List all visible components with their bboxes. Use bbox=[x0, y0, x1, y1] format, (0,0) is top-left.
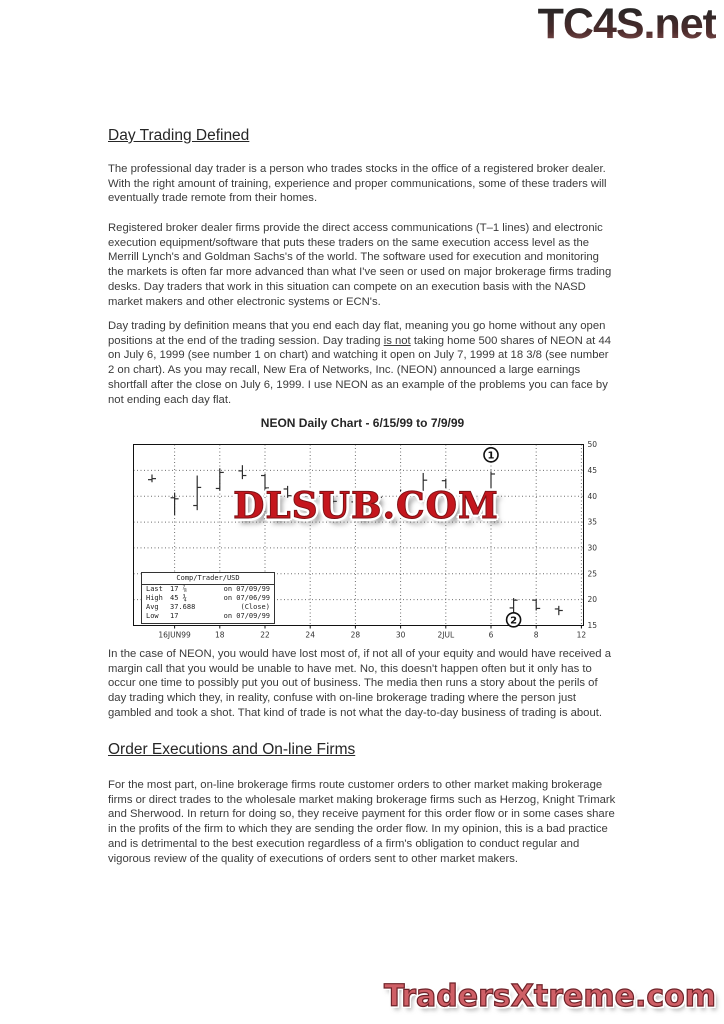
legend-value: 45 ¾ bbox=[170, 594, 187, 602]
paragraph-text: taking home 500 shares of NEON at 44 on July 6, 1999 (see number 1 on chart) and watching it open on July 7, 1999 at 18 3/8 (see number 2 on chart). As you may recall, New Era of Networks, Inc. (NEON) announced a large earnings shortfall after the close on July 6, 1999. I use NEON as an example of the problems you can face by not ending each day flat. bbox=[108, 334, 612, 406]
svg-text:22: 22 bbox=[260, 630, 270, 640]
legend-row-avg bbox=[142, 603, 274, 612]
svg-text:16JUN99: 16JUN99 bbox=[158, 630, 191, 640]
legend-value: 17 ⅞ bbox=[170, 585, 187, 593]
svg-text:30: 30 bbox=[395, 630, 406, 640]
legend-value: 17 bbox=[170, 612, 179, 620]
svg-text:30: 30 bbox=[587, 543, 598, 553]
svg-text:8: 8 bbox=[533, 630, 539, 640]
tradersxtreme-logo: TradersXtreme.com bbox=[384, 979, 716, 1014]
tc4s-logo: TC4S.net bbox=[537, 0, 716, 48]
legend-date: (Close) bbox=[240, 603, 270, 611]
svg-text:24: 24 bbox=[305, 630, 315, 640]
dlsub-watermark: DLSUB.COM bbox=[233, 485, 499, 527]
svg-text:50: 50 bbox=[587, 440, 598, 450]
neon-daily-chart bbox=[133, 435, 599, 647]
svg-text:1: 1 bbox=[487, 450, 495, 462]
svg-text:28: 28 bbox=[350, 630, 361, 640]
legend-label: Avg bbox=[146, 603, 159, 611]
paragraph-registered-broker-dealer: Registered broker dealer firms provide the direct access communications (T–1 lines) and electronic execution equipment/software that puts these traders on the same execution access level as the Merrill Lynch's and Goldman Sachs's of the world. The software used for execution and monitoring the markets is often far more advanced than what I've seen or used on major brokerage firms trading desks. Day traders that work in this situation can compete on an execution basis with the NASD market makers and other electronic systems or ECN's. bbox=[108, 222, 612, 308]
legend-value: 37.688 bbox=[170, 603, 196, 611]
heading-day-trading-defined: Day Trading Defined bbox=[108, 127, 250, 144]
paragraph-professional-day-trader: The professional day trader is a person who trades stocks in the office of a registered broker dealer. With the right amount of training, experience and proper communications, some of these traders will eventually trade remote from their homes. bbox=[108, 163, 607, 205]
svg-text:2: 2 bbox=[510, 615, 518, 627]
svg-text:2JUL: 2JUL bbox=[437, 630, 455, 640]
svg-text:35: 35 bbox=[587, 517, 598, 527]
legend-date: on 07/06/99 bbox=[223, 594, 270, 602]
paragraph-text: Day trading by definition means that you end each day flat, meaning you go home without any open positions at the end of the trading session. Day trading bbox=[108, 320, 606, 347]
svg-text:6: 6 bbox=[488, 630, 494, 640]
svg-text:25: 25 bbox=[587, 569, 598, 579]
legend-date: on 07/09/99 bbox=[223, 585, 270, 593]
svg-text:40: 40 bbox=[587, 491, 598, 501]
legend-row-high bbox=[142, 594, 274, 603]
paragraph-online-firms: For the most part, on-line brokerage firms route customer orders to other market making brokerage firms or direct trades to the wholesale market making brokerage firms such as Herzog, Knight Trimark and Sherwood. In return for doing so, they receive payment for this order flow or in some cases share in the profits of the firm to which they are sending the order flow. In my opinion, this is a bad practice and is detrimental to the best execution regardless of a firm's obligation to conduct regular and vigorous review of the quality of executions of orders sent to other market makers. bbox=[108, 779, 616, 865]
svg-text:18: 18 bbox=[215, 630, 225, 640]
legend-row-low bbox=[142, 612, 274, 621]
legend-date: on 07/09/99 bbox=[223, 612, 270, 620]
heading-order-executions: Order Executions and On-line Firms bbox=[108, 741, 356, 758]
chart-legend bbox=[141, 572, 275, 624]
chart-title: NEON Daily Chart - 6/15/99 to 7/9/99 bbox=[260, 416, 465, 430]
underlined-is-not: is not bbox=[383, 334, 411, 347]
svg-text:15: 15 bbox=[587, 621, 598, 631]
paragraph-neon-case: In the case of NEON, you would have lost most of, if not all of your equity and would have received a margin call that you would be unable to have met. No, this doesn't happen often but it only has to occur one time to possibly put you out of business. The media then runs a story about the perils of day trading which they, in reality, confuse with on-line brokerage trading where the person just gambled and took a shot. That kind of trade is not what the day-to-day business of trading is about. bbox=[108, 648, 611, 719]
legend-row-last bbox=[142, 585, 274, 594]
svg-text:12: 12 bbox=[576, 630, 587, 640]
legend-label: High bbox=[146, 594, 163, 602]
legend-label: Low bbox=[146, 612, 159, 620]
legend-label: Last bbox=[146, 585, 163, 593]
paragraph-day-trading-definition bbox=[108, 319, 617, 407]
svg-text:45: 45 bbox=[587, 465, 598, 475]
svg-text:20: 20 bbox=[587, 595, 598, 605]
legend-title: Comp/Trader/USD bbox=[142, 573, 274, 585]
